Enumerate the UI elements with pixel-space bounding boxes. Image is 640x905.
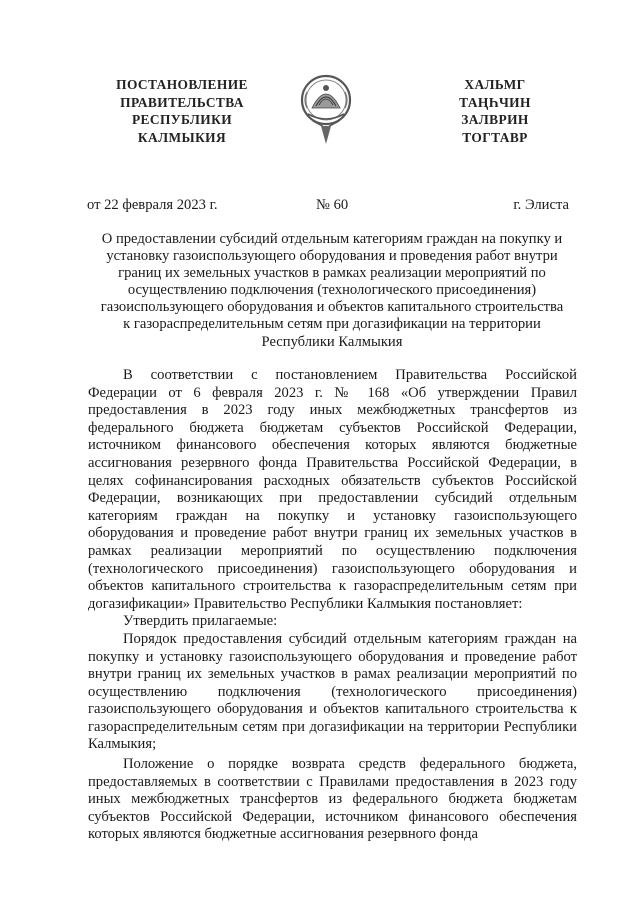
document-title <box>88 231 576 351</box>
header-right-line: ТАҢҺЧИН <box>459 94 531 110</box>
header-right-line: ТОГТАВР <box>462 129 528 145</box>
title-line: установку газоиспользующего оборудования и проведения работ внутри <box>106 248 558 265</box>
header-right-line: ЗАЛВРИН <box>461 112 529 127</box>
document-city: г. Элиста <box>513 197 569 213</box>
document-number: № 60 <box>316 197 349 213</box>
header-right <box>425 76 565 146</box>
emblem-icon <box>299 68 353 148</box>
body-paragraph: Порядок предоставления субсидий отдельным категориям граждан на покупку и установку газоиспользующего оборудования и проведение работ внутри границ их земельных участков в рамах реализации мероприятий по осуществлению подключения (технологического присоединения) газоиспользующего оборудования и объектов капитального строительства к газораспределительным сетям при догазификации на территории Республики Калмыкия; <box>88 630 577 753</box>
body-paragraph: Утвердить прилагаемые: <box>123 613 278 630</box>
body-paragraph: Положение о порядке возврата средств федерального бюджета, предоставляемых в соответствии с Правилами предоставления в 2023 году иных межбюджетных трансфертов из федерального бюджета бюджетам субъектов Российской Федерации, источником финансового обеспечения которых являются бюджетные ассигнования резервного фонда <box>88 756 577 843</box>
title-line: осуществлению подключения (технологического присоединения) <box>127 282 537 299</box>
title-line: границ их земельных участков в рамках реализации мероприятий по <box>118 265 546 282</box>
header-left-line: ПРАВИТЕЛЬСТВА <box>120 94 244 110</box>
header-left-line: РЕСПУБЛИКИ <box>131 112 233 127</box>
header-left <box>82 76 282 146</box>
title-line: газоиспользующего оборудования и объектов капитального строительства <box>100 299 564 316</box>
body-paragraph: В соответствии с постановлением Правительства Российской Федерации от 6 февраля 2023 г. № 168 «Об утверждении Правил предоставления в 2023 году иных межбюджетных трансфертов из федерального бюджета бюджетам субъектов Российской Федерации, источником финансового обеспечения которых являются бюджетные ассигнования резервного фонда Правительства Российской Федерации, в целях софинансирования расходных обязательств субъектов Российской Федерации, возникающих при предоставлении субсидий отдельным категориям граждан на покупку и установку газоиспользующего оборудования и проведение работ внутри границ их земельных участков в рамках реализации мероприятий по осуществлению подключения (технологического присоединения) газоиспользующего оборудования и объектов капитального строительства к газораспределительным сетям при догазификации» Правительство Республики Калмыкия постановляет: <box>88 367 577 612</box>
header-left-line: ПОСТАНОВЛЕНИЕ <box>116 77 248 92</box>
document-date: от 22 февраля 2023 г. <box>87 197 218 213</box>
title-line: Республики Калмыкия <box>261 333 403 350</box>
title-line: к газораспределительным сетям при догазификации на территории <box>123 316 541 333</box>
document-body <box>88 367 577 844</box>
header-left-line: КАЛМЫКИЯ <box>137 129 227 145</box>
title-line: О предоставлении субсидий отдельным категориям граждан на покупку и <box>101 231 563 247</box>
header-right-line: ХАЛЬМГ <box>464 77 526 92</box>
